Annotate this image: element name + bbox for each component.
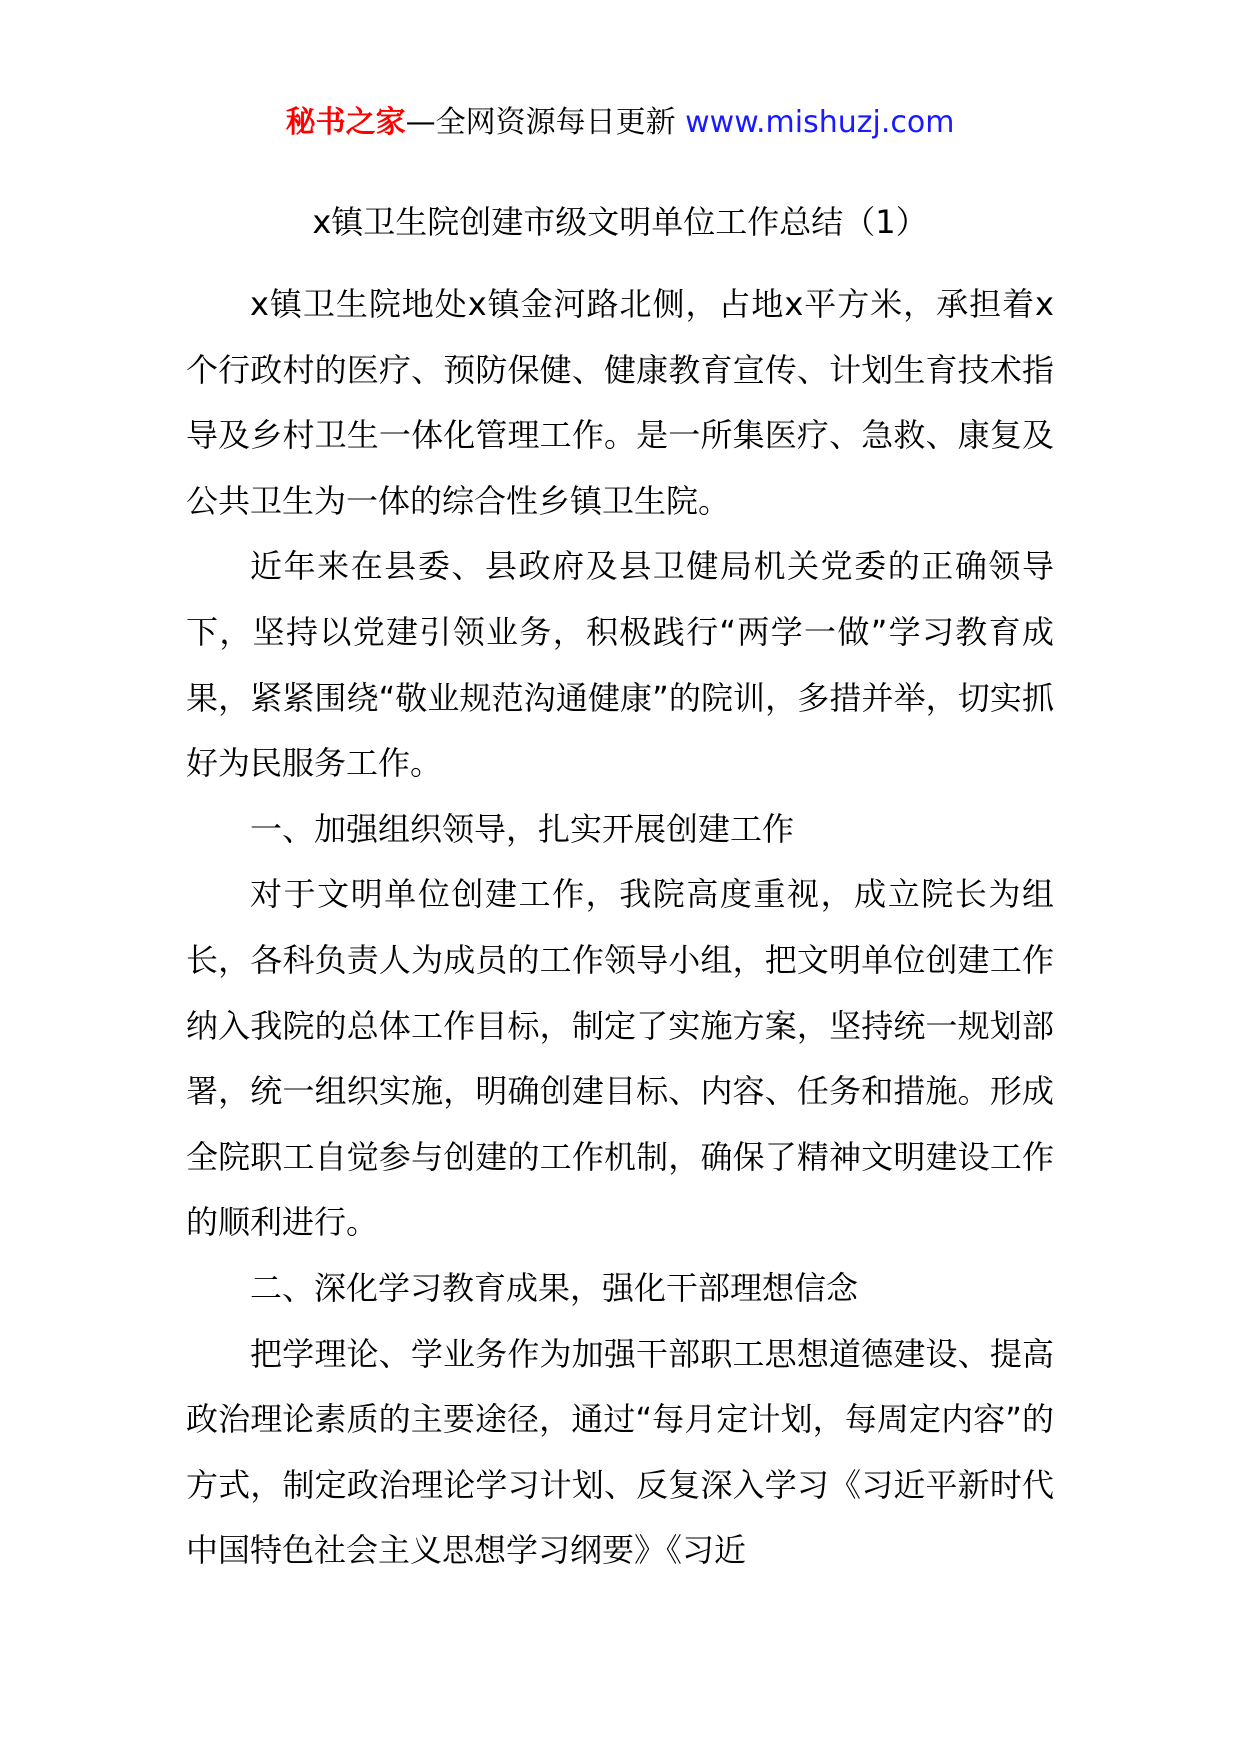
document-title: x镇卫生院创建市级文明单位工作总结（1） xyxy=(312,203,928,241)
site-header xyxy=(0,100,1240,146)
site-url-link[interactable]: www.mishuzj.com xyxy=(685,105,955,140)
brand-name: 秘书之家 xyxy=(285,105,406,140)
paragraph-section-1: 对于文明单位创建工作，我院高度重视，成立院长为组长，各科负责人为成员的工作领导小组，把文明单位创建工作纳入我院的总体工作目标，制定了实施方案，坚持统一规划部署，统一组织实施，明确创建目标、内容、任务和措施。形成全院职工自觉参与创建的工作机制，确保了精神文明建设工作的顺利进行。 xyxy=(186,875,1054,1242)
document-body xyxy=(186,272,1054,1584)
section-heading-2: 二、深化学习教育成果，强化干部理想信念 xyxy=(250,1268,859,1307)
paragraph-background: 近年来在县委、县政府及县卫健局机关党委的正确领导下，坚持以党建引领业务，积极践行“两学一做”学习教育成果，紧紧围绕“敬业规范沟通健康”的院训，多措并举，切实抓好为民服务工作。 xyxy=(186,547,1054,783)
section-heading-1: 一、加强组织领导，扎实开展创建工作 xyxy=(250,809,795,848)
paragraph-section-2: 把学理论、学业务作为加强干部职工思想道德建设、提高政治理论素质的主要途径，通过“每月定计划，每周定内容”的方式，制定政治理论学习计划、反复深入学习《习近平新时代中国特色社会主义思想学习纲要》《习近 xyxy=(186,1334,1054,1570)
paragraph-intro: x镇卫生院地处x镇金河路北侧，占地x平方米，承担着x个行政村的医疗、预防保健、健康教育宣传、计划生育技术指导及乡村卫生一体化管理工作。是一所集医疗、急救、康复及公共卫生为一体的综合性乡镇卫生院。 xyxy=(186,285,1054,520)
header-tagline: —全网资源每日更新 xyxy=(405,105,686,140)
